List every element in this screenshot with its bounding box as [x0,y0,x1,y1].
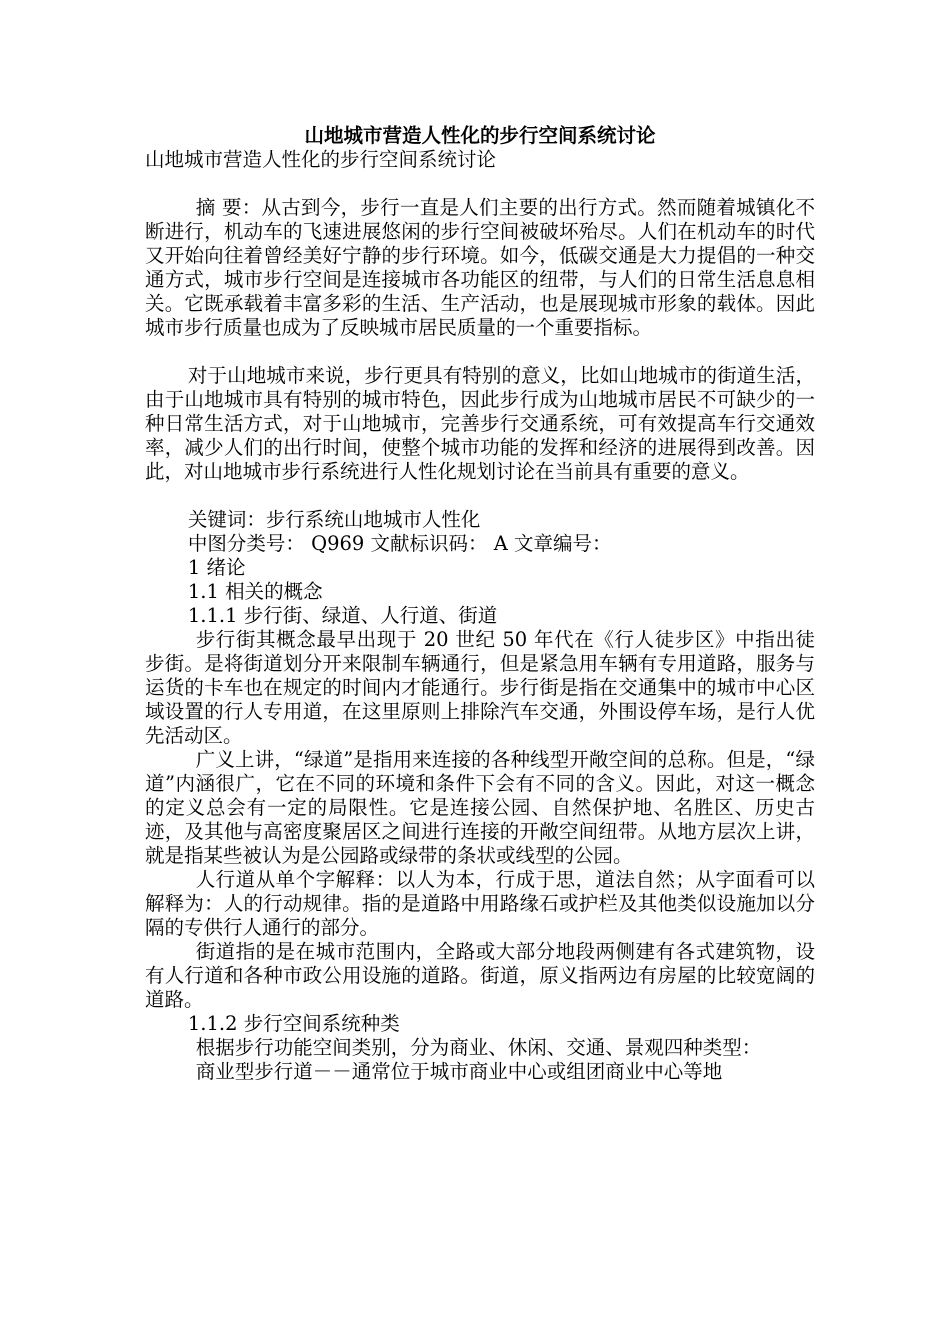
intro-paragraph: 对于山地城市来说，步行更具有特别的意义，比如山地城市的街道生活，由于山地城市具有特别的城市特色，因此步行成为山地城市居民不可缺少的一种日常生活方式，对于山地城市，完善步行交通系统，可有效提高车行交通效率，减少人们的出行时间，使整个城市功能的发挥和经济的进展得到改善。因此，对山地城市步行系统进行人性化规划讨论在当前具有重要的意义。 [145,364,815,483]
spacer [145,172,815,196]
section-heading-1-1-2: 1.1.2 步行空间系统种类 [187,1012,400,1035]
commercial-paragraph: 商业型步行道－－通常位于城市商业中心或组团商业中心等地 [195,1060,723,1083]
spacer [145,484,815,508]
sidewalk-paragraph: 人行道从单个字解释：以人为本，行成于思，道法自然；从字面看可以解释为：人的行动规律。指的是道路中用路缘石或护栏及其他类似设施加以分隔的专供行人通行的部分。 [145,868,815,939]
pedestrian-street-paragraph: 步行街其概念最早出现于 20 世纪 50 年代在《行人徒步区》中指出徒步街。是将街道划分开来限制车辆通行，但是紧急用车辆有专用道路，服务与运货的卡车也在规定的时间内才能通行。步行街是指在交通集中的城市中心区域设置的行人专用道，在这里原则上排除汽车交通，外围设停车场，是行人优先活动区。 [145,628,815,747]
document-body [145,124,815,1084]
street-paragraph: 街道指的是在城市范围内，全路或大部分地段两侧建有各式建筑物，设有人行道和各种市政公用设施的道路。街道，原义指两边有房屋的比较宽阔的道路。 [145,940,815,1011]
spacer [145,340,815,364]
keywords-line: 关键词：步行系统山地城市人性化 [187,508,481,531]
section-heading-1: 1 绪论 [187,556,246,579]
section-heading-1-1: 1.1 相关的概念 [187,580,323,603]
document-title: 山地城市营造人性化的步行空间系统讨论 [304,124,656,147]
greenway-paragraph: 广义上讲，“绿道”是指用来连接的各种线型开敞空间的总称。但是，“绿道”内涵很广，它在不同的环境和条件下会有不同的含义。因此，对这一概念的定义总会有一定的局限性。它是连接公园、自然保护地、名胜区、历史古迹，及其他与高密度聚居区之间进行连接的开敞空间纽带。从地方层次上讲，就是指某些被认为是公园路或绿带的条状或线型的公园。 [145,748,815,867]
section-heading-1-1-1: 1.1.1 步行街、绿道、人行道、街道 [187,604,498,627]
classification-line: 中图分类号： Q969 文献标识码： A 文章编号： [187,532,612,555]
abstract-paragraph: 摘 要：从古到今，步行一直是人们主要的出行方式。然而随着城镇化不断进行，机动车的飞速进展悠闲的步行空间被破坏殆尽。人们在机动车的时代又开始向往着曾经美好宁静的步行环境。如今，低碳交通是大力提倡的一种交通方式，城市步行空间是连接城市各功能区的纽带，与人们的日常生活息息相关。它既承载着丰富多彩的生活、生产活动，也是展现城市形象的载体。因此城市步行质量也成为了反映城市居民质量的一个重要指标。 [145,196,815,339]
document-subtitle: 山地城市营造人性化的步行空间系统讨论 [145,148,497,171]
types-paragraph: 根据步行功能空间类别，分为商业、休闲、交通、景观四种类型： [195,1036,762,1059]
